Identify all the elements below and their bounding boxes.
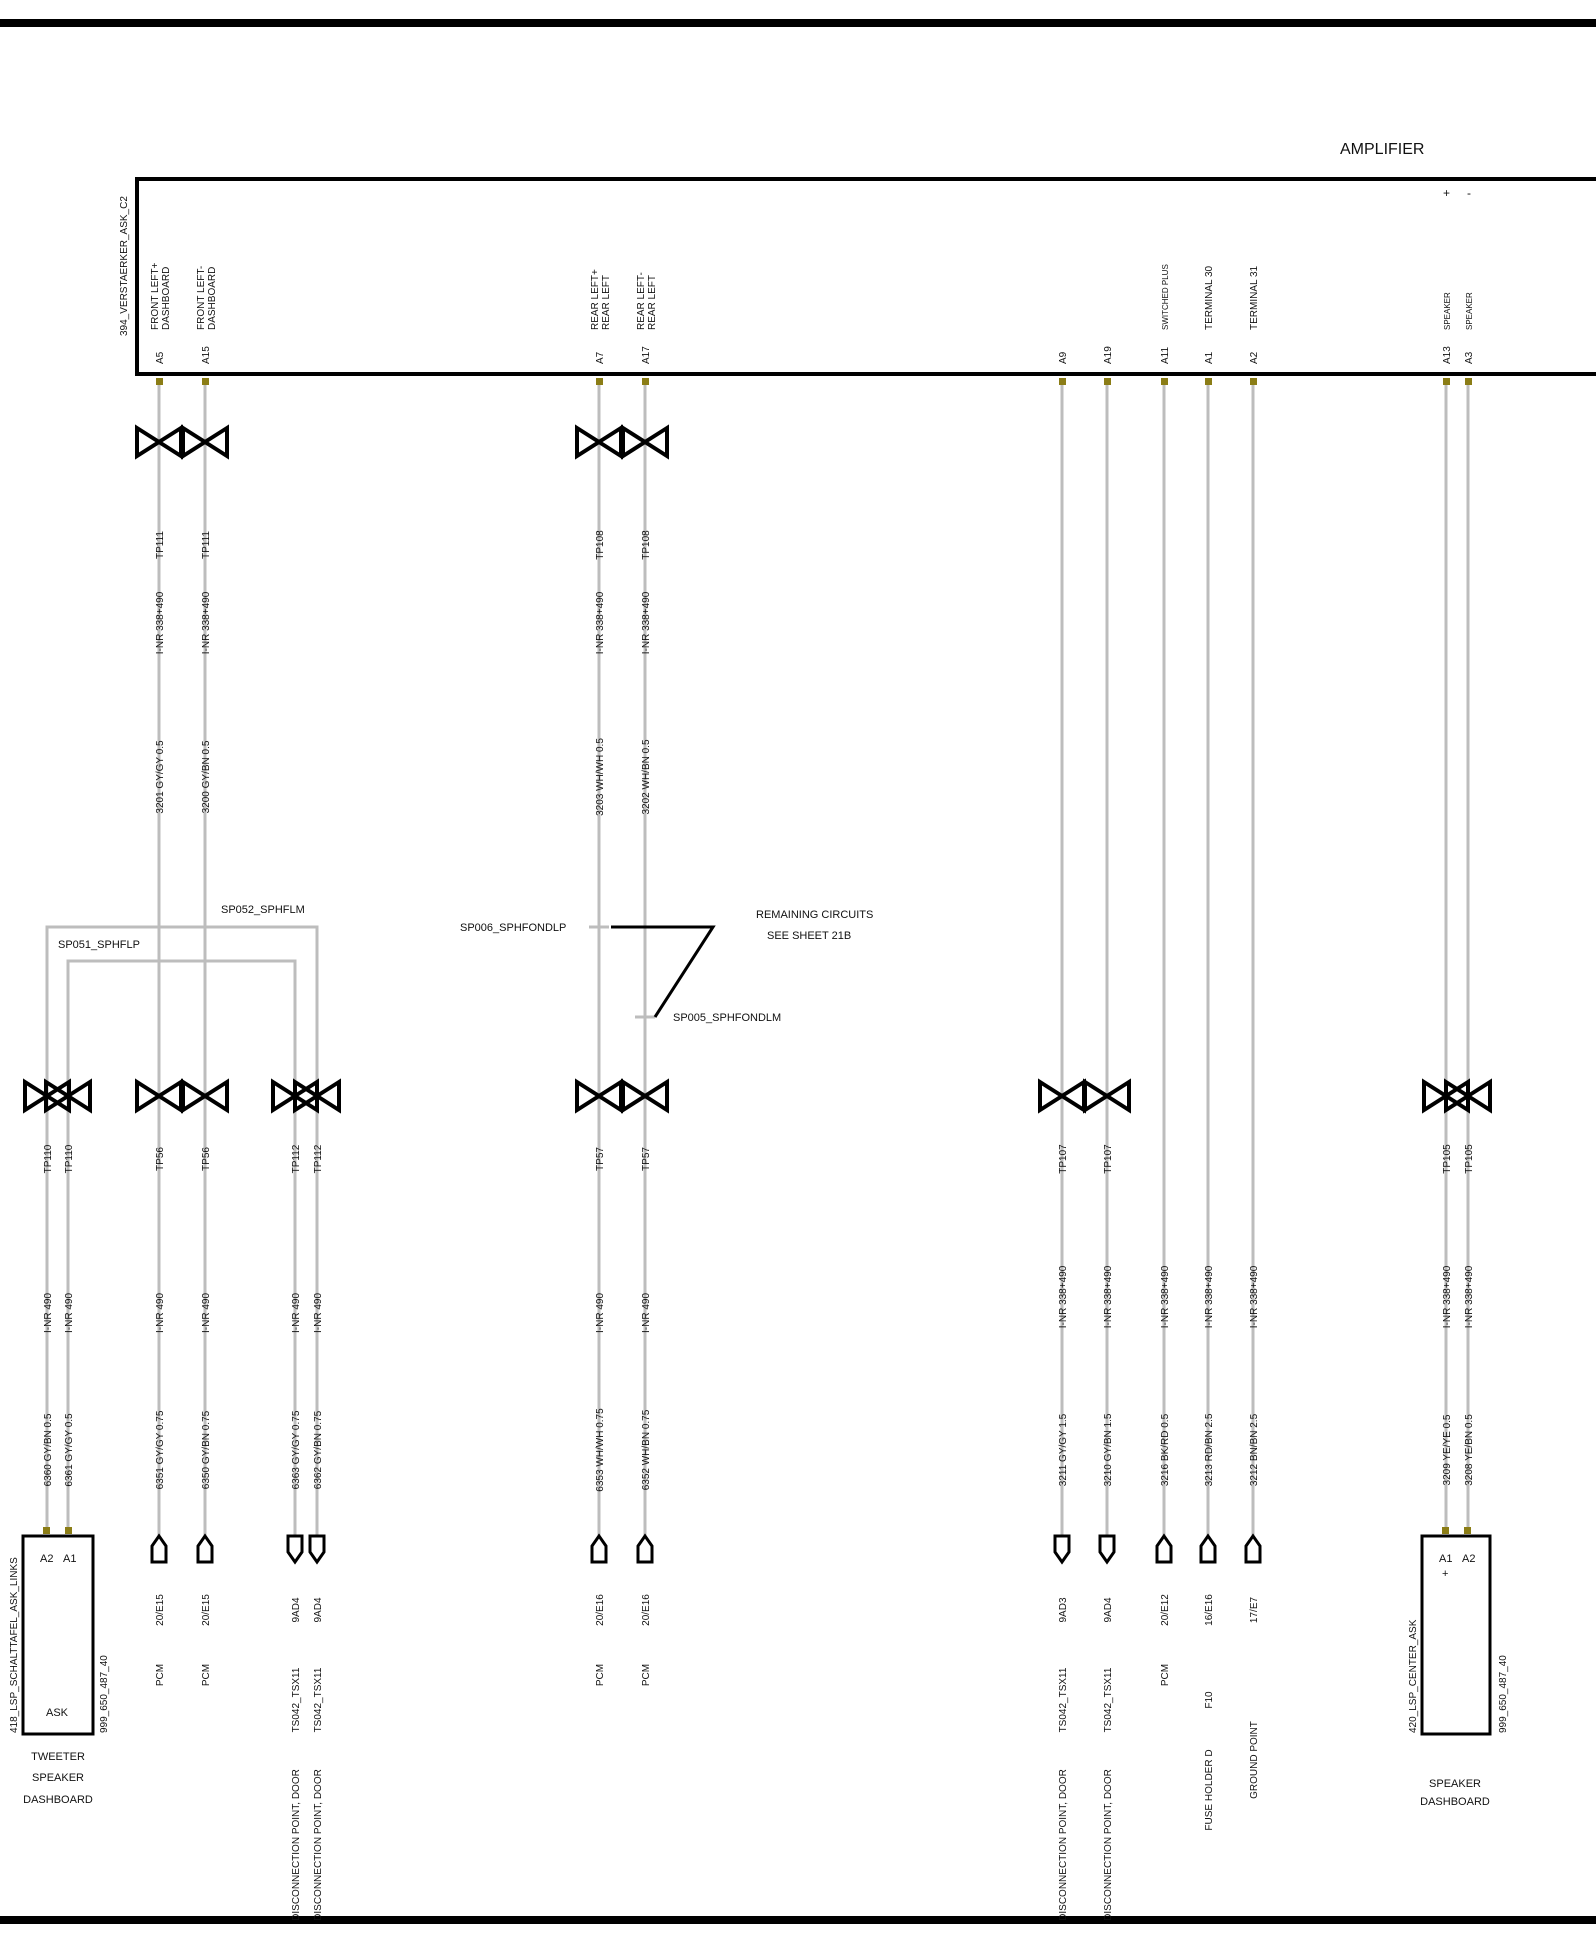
pin-marker-a7 — [596, 378, 603, 385]
center-pin-a1-marker — [1442, 1527, 1449, 1534]
center-caption-1: SPEAKER — [1429, 1778, 1481, 1790]
terminal-ref-4: 20/E15 — [201, 1594, 212, 1626]
lower-wire-code-7: 6353 WH/WH 0.75 — [595, 1408, 606, 1492]
terminal-ref-8: 20/E16 — [641, 1594, 652, 1626]
lower-wire-tp-14: TP105 — [1442, 1144, 1453, 1174]
lower-wire-nr-4: I-NR 490 — [201, 1292, 212, 1334]
lower-wire-nr-15: I-NR 338+490 — [1464, 1265, 1475, 1329]
lower-wire-tp-1: TP110 — [43, 1144, 54, 1174]
splice-label-sp005: SP005_SPHFONDLM — [673, 1012, 782, 1024]
terminal-ref-12: 16/E16 — [1204, 1594, 1215, 1626]
tweeter-id: 418_LSP_SCHALTTAFEL_ASK_LINKS — [9, 1557, 20, 1733]
pin-marker-a11 — [1161, 378, 1168, 385]
wire-splice-sp051-branch — [68, 961, 295, 1536]
lower-wire-nr-10: I-NR 338+490 — [1103, 1265, 1114, 1329]
tweeter-pin-a2-marker — [43, 1527, 50, 1534]
terminal-pin-13 — [1246, 1536, 1260, 1562]
lower-wire-nr-11: I-NR 338+490 — [1160, 1265, 1171, 1329]
pin-marker-a2 — [1250, 378, 1257, 385]
lower-wire-tp-15: TP105 — [1464, 1144, 1475, 1174]
terminal-dest-7: PCM — [595, 1663, 606, 1687]
pin-function-a5-2: DASHBOARD — [161, 266, 172, 330]
amplifier-pins — [150, 263, 1475, 385]
upper-wire-nr-2: I-NR 338+490 — [201, 591, 212, 655]
lower-wire-nr-2: I-NR 490 — [64, 1292, 75, 1334]
wire-splice-sp052-branch — [47, 927, 317, 1536]
lower-wire-labels — [43, 1144, 1475, 1492]
terminal-pin-12 — [1201, 1536, 1215, 1562]
pin-function-a3-1: SPEAKER — [1465, 292, 1474, 330]
lower-wire-tp-4: TP56 — [201, 1147, 212, 1171]
bottom-border — [0, 1916, 1596, 1924]
pin-marker-a13 — [1443, 378, 1450, 385]
pin-label-a5: A5 — [155, 351, 166, 364]
splice-label-sp051: SP051_SPHFLP — [58, 939, 140, 951]
tweeter-pin-a2: A2 — [40, 1553, 54, 1565]
center-caption-2: DASHBOARD — [1420, 1796, 1490, 1808]
lower-wire-tp-3: TP56 — [155, 1147, 166, 1171]
splice-sp051-node — [149, 951, 169, 971]
tweeter-part: 999_650_487_40 — [99, 1655, 110, 1733]
center-pin-a2: A2 — [1462, 1553, 1476, 1565]
wires-layer — [47, 385, 1468, 1536]
terminal-dest-6: TS042_TSX11 — [313, 1667, 324, 1733]
upper-wire-tp-1: TP111 — [155, 531, 166, 559]
terminal-ref-9: 9AD3 — [1058, 1597, 1069, 1623]
upper-wire-labels — [155, 530, 652, 816]
terminal-dest-11: PCM — [1160, 1663, 1171, 1687]
terminal-dest-3: PCM — [155, 1663, 166, 1687]
amplifier-minus-label: - — [1467, 186, 1471, 200]
pin-label-a13: A13 — [1442, 346, 1453, 364]
terminal-dest-12: F10 — [1204, 1691, 1215, 1709]
lower-wire-tp-6: TP112 — [313, 1144, 324, 1174]
terminal-dest2-12: FUSE HOLDER D — [1204, 1749, 1215, 1831]
terminal-pin-10 — [1100, 1536, 1114, 1562]
pin-label-a17: A17 — [641, 346, 652, 364]
lower-wire-tp-2: TP110 — [64, 1144, 75, 1174]
lower-wire-code-1: 6360 GY/BN 0.5 — [43, 1413, 54, 1487]
terminal-pin-5 — [288, 1536, 302, 1562]
lower-wire-nr-5: I-NR 490 — [291, 1292, 302, 1334]
terminal-dest2-5: DISCONNECTION POINT, DOOR — [291, 1769, 302, 1921]
pin-marker-a17 — [642, 378, 649, 385]
lower-wire-nr-8: I-NR 490 — [641, 1292, 652, 1334]
pin-label-a2: A2 — [1249, 351, 1260, 364]
lower-wire-nr-7: I-NR 490 — [595, 1292, 606, 1334]
connector-terminals — [152, 1536, 1260, 1921]
upper-wire-code-4: 3202 WH/BN 0.5 — [641, 739, 652, 815]
terminal-dest-5: TS042_TSX11 — [291, 1667, 302, 1733]
center-pin-a2-marker — [1464, 1527, 1471, 1534]
lower-wire-nr-12: I-NR 338+490 — [1204, 1265, 1215, 1329]
lower-wire-nr-14: I-NR 338+490 — [1442, 1265, 1453, 1329]
terminal-pin-7 — [592, 1536, 606, 1562]
upper-wire-code-3: 3203 WH/WH 0.5 — [595, 738, 606, 816]
upper-twist-markers — [137, 428, 667, 456]
center-speaker-box — [1422, 1536, 1490, 1734]
pin-marker-a19 — [1104, 378, 1111, 385]
terminal-dest-9: TS042_TSX11 — [1058, 1667, 1069, 1733]
lower-wire-nr-9: I-NR 338+490 — [1058, 1265, 1069, 1329]
splice-label-sp006: SP006_SPHFONDLP — [460, 922, 567, 934]
tweeter-pin-a1-marker — [65, 1527, 72, 1534]
pin-function-a2-1: TERMINAL 31 — [1249, 265, 1260, 330]
terminal-dest2-10: DISCONNECTION POINT, DOOR — [1103, 1769, 1114, 1921]
terminal-pin-8 — [638, 1536, 652, 1562]
pin-function-a5-1: FRONT LEFT+ — [150, 262, 161, 330]
terminal-ref-7: 20/E16 — [595, 1594, 606, 1626]
terminal-dest-13: GROUND POINT — [1249, 1721, 1260, 1799]
terminal-pin-4 — [198, 1536, 212, 1562]
upper-wire-nr-1: I-NR 338+490 — [155, 591, 166, 655]
terminal-pin-6 — [310, 1536, 324, 1562]
lower-wire-tp-9: TP107 — [1058, 1144, 1069, 1174]
lower-wire-code-9: 3211 GY/GY 1.5 — [1058, 1413, 1069, 1487]
top-border — [0, 19, 1596, 27]
amplifier-connector-id: 394_VERSTAERKER_ASK_C2 — [119, 196, 130, 336]
pin-marker-a1 — [1205, 378, 1212, 385]
lower-wire-nr-3: I-NR 490 — [155, 1292, 166, 1334]
splice-sp005-node — [635, 1007, 655, 1027]
upper-wire-tp-4: TP108 — [641, 530, 652, 560]
center-id: 420_LSP_CENTER_ASK — [1408, 1619, 1419, 1733]
terminal-ref-13: 17/E7 — [1249, 1596, 1260, 1624]
lower-wire-tp-10: TP107 — [1103, 1144, 1114, 1174]
pin-label-a15: A15 — [201, 346, 212, 364]
terminal-pin-3 — [152, 1536, 166, 1562]
upper-wire-tp-3: TP108 — [595, 530, 606, 560]
upper-wire-nr-4: I-NR 338+490 — [641, 591, 652, 655]
terminal-dest2-9: DISCONNECTION POINT, DOOR — [1058, 1769, 1069, 1921]
lower-wire-tp-5: TP112 — [291, 1144, 302, 1174]
pin-function-a15-1: FRONT LEFT- — [196, 265, 207, 330]
lower-wire-nr-6: I-NR 490 — [313, 1292, 324, 1334]
terminal-pin-11 — [1157, 1536, 1171, 1562]
lower-wire-code-5: 6363 GY/GY 0.75 — [291, 1410, 302, 1490]
center-pin-a1: A1 — [1439, 1553, 1453, 1565]
pin-function-a7-1: REAR LEFT+ — [590, 269, 601, 330]
remaining-circuits-note-1: REMAINING CIRCUITS — [756, 909, 874, 921]
lower-wire-code-12: 3213 RD/BN 2.5 — [1204, 1413, 1215, 1487]
pin-marker-a5 — [156, 378, 163, 385]
pin-function-a17-2: REAR LEFT — [647, 274, 658, 330]
pin-marker-a3 — [1465, 378, 1472, 385]
terminal-dest-10: TS042_TSX11 — [1103, 1667, 1114, 1733]
splice-sp006-node — [589, 917, 609, 937]
terminal-dest-4: PCM — [201, 1663, 212, 1687]
upper-wire-code-1: 3201 GY/GY 0.5 — [155, 740, 166, 814]
lower-wire-code-13: 3212 BN/BN 2.5 — [1249, 1413, 1260, 1487]
tweeter-pin-a1: A1 — [63, 1553, 77, 1565]
splice-sp052-node — [195, 917, 215, 937]
terminal-ref-10: 9AD4 — [1103, 1597, 1114, 1623]
remaining-circuits-line — [611, 927, 713, 1017]
pin-marker-a15 — [202, 378, 209, 385]
amplifier-title: AMPLIFIER — [1340, 141, 1425, 158]
tweeter-caption-1: TWEETER — [31, 1751, 85, 1763]
lower-wire-nr-1: I-NR 490 — [43, 1292, 54, 1334]
tweeter-speaker-box — [23, 1536, 93, 1734]
terminal-ref-6: 9AD4 — [313, 1597, 324, 1623]
lower-wire-code-11: 3216 BK/RD 0.5 — [1160, 1413, 1171, 1487]
pin-label-a7: A7 — [595, 351, 606, 364]
upper-wire-nr-3: I-NR 338+490 — [595, 591, 606, 655]
lower-wire-nr-13: I-NR 338+490 — [1249, 1265, 1260, 1329]
pin-function-a7-2: REAR LEFT — [601, 274, 612, 330]
pin-function-a11-1: SWITCHED PLUS — [1161, 264, 1170, 330]
lower-wire-code-6: 6362 GY/BN 0.75 — [313, 1410, 324, 1490]
splice-label-sp052: SP052_SPHFLM — [221, 904, 305, 916]
terminal-ref-11: 20/E12 — [1160, 1594, 1171, 1626]
center-plus-label: + — [1442, 1568, 1449, 1580]
lower-wire-code-2: 6361 GY/GY 0.5 — [64, 1413, 75, 1487]
pin-marker-a9 — [1059, 378, 1066, 385]
amplifier-box — [137, 179, 1596, 374]
lower-wire-code-14: 3209 YE/YE 0.5 — [1442, 1414, 1453, 1486]
pin-label-a1: A1 — [1204, 351, 1215, 364]
pin-function-a17-1: REAR LEFT- — [636, 272, 647, 330]
upper-wire-code-2: 3200 GY/BN 0.5 — [201, 740, 212, 814]
terminal-dest2-6: DISCONNECTION POINT, DOOR — [313, 1769, 324, 1921]
terminal-ref-5: 9AD4 — [291, 1597, 302, 1623]
terminal-pin-9 — [1055, 1536, 1069, 1562]
terminal-ref-3: 20/E15 — [155, 1594, 166, 1626]
pin-label-a9: A9 — [1058, 351, 1069, 364]
lower-wire-tp-8: TP57 — [641, 1147, 652, 1171]
upper-wire-tp-2: TP111 — [201, 531, 212, 559]
terminal-dest-8: PCM — [641, 1663, 652, 1687]
lower-wire-code-4: 6350 GY/BN 0.75 — [201, 1410, 212, 1490]
lower-wire-code-8: 6352 WH/BN 0.75 — [641, 1409, 652, 1491]
pin-label-a19: A19 — [1103, 346, 1114, 364]
lower-wire-code-3: 6351 GY/GY 0.75 — [155, 1410, 166, 1490]
pin-function-a1-1: TERMINAL 30 — [1204, 265, 1215, 330]
tweeter-caption-2: SPEAKER — [32, 1772, 84, 1784]
lower-wire-code-15: 3208 YE/BN 0.5 — [1464, 1414, 1475, 1486]
tweeter-caption-3: DASHBOARD — [23, 1794, 93, 1806]
pin-label-a11: A11 — [1160, 346, 1171, 364]
lower-wire-tp-7: TP57 — [595, 1147, 606, 1171]
tweeter-inside-label: ASK — [46, 1707, 69, 1719]
center-part: 999_650_487_40 — [1498, 1655, 1509, 1733]
lower-twist-markers — [25, 1082, 1490, 1110]
remaining-circuits-note-2: SEE SHEET 21B — [767, 930, 852, 942]
lower-wire-code-10: 3210 GY/BN 1.5 — [1103, 1413, 1114, 1487]
pin-label-a3: A3 — [1464, 351, 1475, 364]
amplifier-plus-label: + — [1443, 186, 1451, 200]
pin-function-a13-1: SPEAKER — [1443, 292, 1452, 330]
pin-function-a15-2: DASHBOARD — [207, 266, 218, 330]
